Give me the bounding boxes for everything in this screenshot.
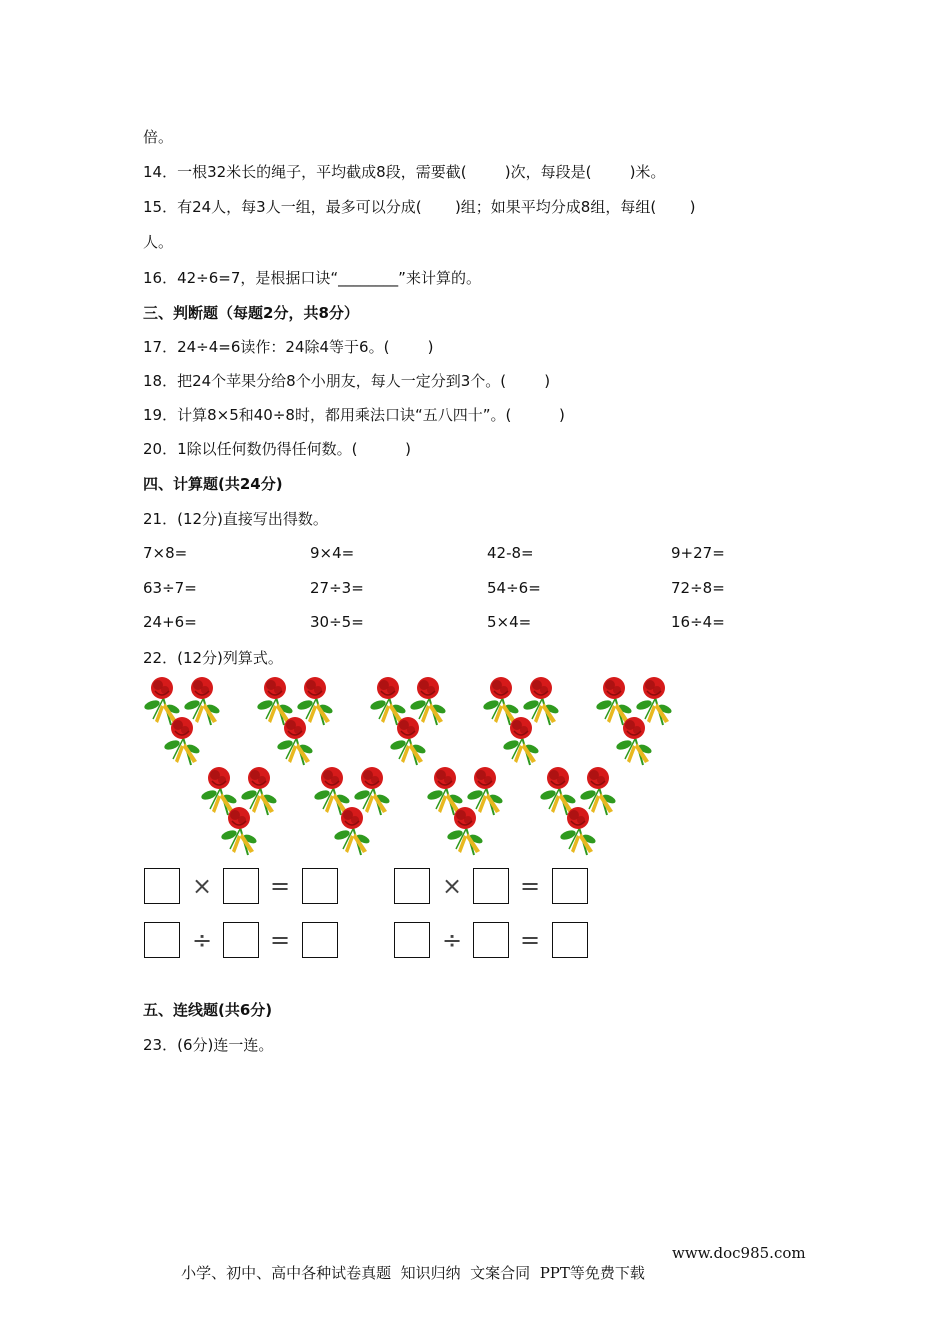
calc-item: 5×4= [487, 613, 532, 631]
calc-item: 24+6= [143, 613, 197, 631]
equals-sign: = [269, 872, 291, 900]
page-footer [162, 1244, 806, 1319]
answer-box[interactable] [223, 868, 259, 904]
calc-item: 9+27= [671, 544, 725, 562]
calc-item: 16÷4= [671, 613, 725, 631]
answer-box[interactable] [473, 922, 509, 958]
question-18: 18．把24个苹果分给8个小朋友，每人一定分到3个。( ) [143, 372, 551, 390]
question-21: 21．(12分)直接写出得数。 [143, 510, 328, 528]
question-20: 20．1除以任何数仍得任何数。( ) [143, 440, 412, 458]
calc-item: 7×8= [143, 544, 188, 562]
times-sign: × [441, 872, 463, 900]
answer-box[interactable] [223, 922, 259, 958]
question-23: 23．(6分)连一连。 [143, 1036, 274, 1054]
rose-icon [387, 715, 427, 767]
calc-item: 27÷3= [310, 579, 364, 597]
times-sign: × [191, 872, 213, 900]
rose-icon [331, 805, 371, 857]
rose-icon [500, 715, 540, 767]
question-15-tail: 人。 [143, 233, 174, 251]
calc-item: 9×4= [310, 544, 355, 562]
question-14: 14．一根32米长的绳子，平均截成8段，需要截( )次，每段是( )米。 [143, 163, 666, 181]
footer-url[interactable]: www.doc985.com [672, 1244, 806, 1262]
calc-item: 42-8= [487, 544, 534, 562]
section-4-heading: 四、计算题(共24分) [143, 475, 283, 493]
rose-icon [161, 715, 201, 767]
answer-box[interactable] [394, 868, 430, 904]
question-17: 17．24÷4=6读作：24除4等于6。( ) [143, 338, 434, 356]
question-13-tail: 倍。 [143, 128, 174, 146]
answer-box[interactable] [552, 922, 588, 958]
divide-sign: ÷ [441, 926, 463, 954]
calc-item: 54÷6= [487, 579, 541, 597]
answer-box[interactable] [144, 868, 180, 904]
answer-box[interactable] [302, 868, 338, 904]
question-19: 19．计算8×5和40÷8时，都用乘法口诀“五八四十”。( ) [143, 406, 565, 424]
rose-icon [218, 805, 258, 857]
rose-icon [274, 715, 314, 767]
answer-box[interactable] [302, 922, 338, 958]
calc-item: 63÷7= [143, 579, 197, 597]
equals-sign: = [269, 926, 291, 954]
equals-sign: = [519, 926, 541, 954]
calc-item: 30÷5= [310, 613, 364, 631]
rose-icon [444, 805, 484, 857]
rose-icon [557, 805, 597, 857]
section-5-heading: 五、连线题(共6分) [143, 1001, 273, 1019]
rose-icon [613, 715, 653, 767]
answer-box[interactable] [552, 868, 588, 904]
divide-sign: ÷ [191, 926, 213, 954]
calc-item: 72÷8= [671, 579, 725, 597]
answer-box[interactable] [394, 922, 430, 958]
question-16: 16．42÷6=7，是根据口诀“________”来计算的。 [143, 269, 481, 287]
answer-box[interactable] [473, 868, 509, 904]
answer-box[interactable] [144, 922, 180, 958]
equals-sign: = [519, 872, 541, 900]
section-3-heading: 三、判断题（每题2分，共8分） [143, 304, 359, 322]
question-22: 22．(12分)列算式。 [143, 649, 283, 667]
question-15: 15．有24人，每3人一组，最多可以分成( )组；如果平均分成8组，每组( ) [143, 198, 696, 216]
footer-text: 小学、初中、高中各种试卷真题 知识归纳 文案合同 PPT等免费下载 [181, 1264, 645, 1282]
